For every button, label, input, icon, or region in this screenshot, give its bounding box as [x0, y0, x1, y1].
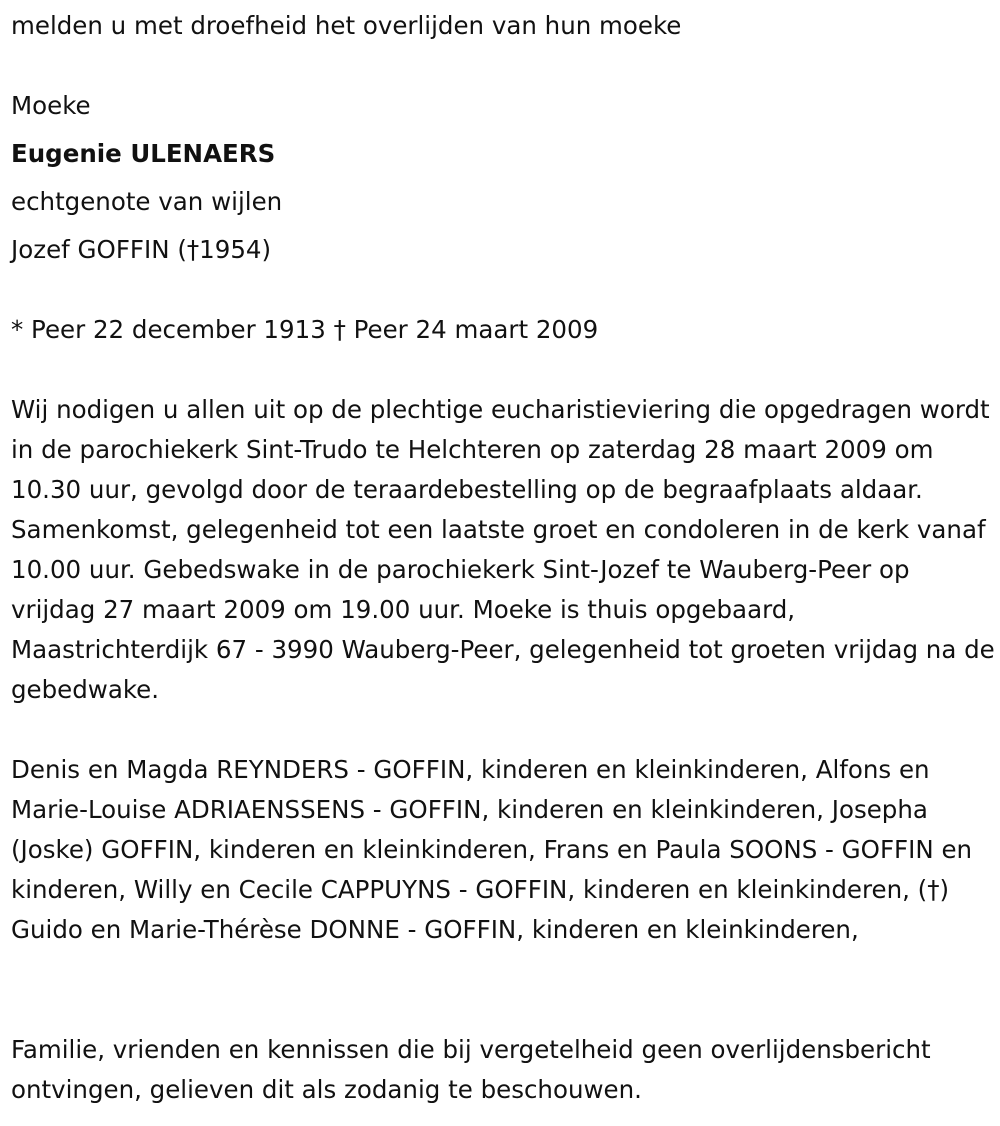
spouse-name: Jozef GOFFIN (†1954) [11, 235, 272, 264]
deceased-name: Eugenie ULENAERS [11, 139, 276, 168]
relation-label: Moeke [11, 91, 91, 120]
closing-paragraph: Familie, vrienden en kennissen die bij vergetelheid geen overlijdensbericht ontvingen, gelieven dit als zodanig te beschouwen. [11, 1035, 931, 1104]
intro-text: melden u met droefheid het overlijden van hun moeke [11, 11, 682, 40]
deceased-block [11, 82, 282, 274]
birth-death-dates: * Peer 22 december 1913 † Peer 24 maart 2009 [11, 315, 599, 344]
spouse-intro: echtgenote van wijlen [11, 187, 283, 216]
family-paragraph: Denis en Magda REYNDERS - GOFFIN, kinderen en kleinkinderen, Alfons en Marie-Louise ADRIAENSSENS - GOFFIN, kinderen en kleinkinderen, Josepha (Joske) GOFFIN, kinderen en kleinkinderen, Frans en Paula SOONS - GOFFIN en kinderen, Willy en Cecile CAPPUYNS - GOFFIN, kinderen en kleinkinderen, (†) Guido en Marie-Thérèse DONNE - GOFFIN, kinderen en kleinkinderen, [11, 755, 973, 944]
ceremony-paragraph: Wij nodigen u allen uit op de plechtige eucharistieviering die opgedragen wordt in de parochiekerk Sint-Trudo te Helchteren op zaterdag 28 maart 2009 om 10.30 uur, gevolgd door de teraardebestelling op de begraafplaats aldaar. Samenkomst, gelegenheid tot een laatste groet en condoleren in de kerk vanaf 10.00 uur. Gebedswake in de parochiekerk Sint-Jozef te Wauberg-Peer op vrijdag 27 maart 2009 om 19.00 uur. Moeke is thuis opgebaard, Maastrichterdijk 67 - 3990 Wauberg-Peer, gelegenheid tot groeten vrijdag na de gebedwake. [11, 395, 995, 704]
